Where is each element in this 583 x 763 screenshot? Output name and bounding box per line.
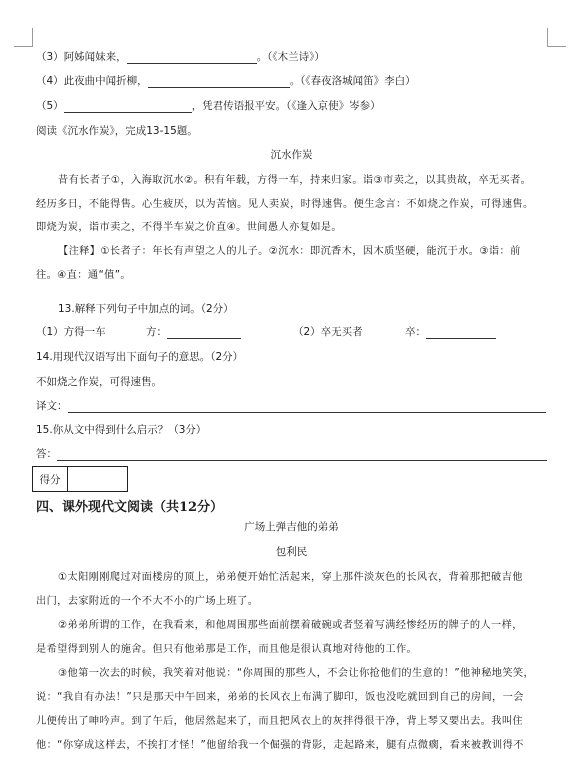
passage-notes-2: 往。④直：通“值”。 bbox=[36, 270, 132, 281]
q13-b-sentence: （2）卒无买者 bbox=[293, 326, 363, 338]
q15-stem: 15.你从文中得到什么启示？（3分） bbox=[36, 424, 207, 436]
q14-answer-label: 译文： bbox=[36, 400, 68, 412]
score-cell[interactable] bbox=[68, 467, 127, 491]
q15-answer-blank[interactable] bbox=[57, 449, 547, 461]
story-p3-line-2: 说：“我自有办法！”只是那天中午回来，弟弟的长风衣上布满了脚印，饭也没吃就回到自己的房间，一会 bbox=[36, 692, 524, 703]
passage-notes-1: 【注释】①长者子：年长有声望之人的儿子。②沉水：即沉香木，因木质坚硬，能沉于水。③诣：前 bbox=[58, 246, 521, 257]
q13-b-word: 卒： bbox=[405, 326, 426, 338]
passage-line-3: 即烧为炭，诣市卖之，不得半车炭之价直④。世间愚人亦复如是。 bbox=[36, 222, 342, 233]
passage-title: 沉水作炭 bbox=[270, 149, 313, 161]
q14-answer-blank[interactable] bbox=[68, 401, 546, 413]
q4-text: 此夜曲中闻折柳， bbox=[63, 75, 148, 87]
q15-answer-label: 答： bbox=[36, 448, 57, 460]
q13-a-sentence: （1）方得一车 bbox=[36, 326, 106, 338]
q13-a-word: 方： bbox=[146, 326, 167, 338]
story-p1-line-2: 出门，去家附近的一个不大不小的广场上班了。 bbox=[36, 596, 259, 607]
q3-text: 阿姊闻妹来， bbox=[63, 51, 127, 63]
q15-answer bbox=[36, 447, 547, 461]
q13-a bbox=[146, 325, 241, 339]
fill-in-q5 bbox=[36, 99, 381, 113]
fill-in-q3 bbox=[36, 50, 325, 64]
score-box bbox=[32, 466, 128, 492]
q14-sentence: 不如烧之作炭，可得速售。 bbox=[36, 376, 162, 388]
q5-blank[interactable] bbox=[64, 101, 192, 113]
q13-a-blank[interactable] bbox=[167, 327, 241, 339]
story-p3-line-3: 儿便传出了呻吟声。到了午后，他居然起来了，而且把风衣上的灰拌得很干净，背上琴又要出去。我叫住 bbox=[36, 716, 524, 727]
story-p3-line-4: 他：“你穿成这样去，不挨打才怪！”他留给我一个倔强的背影，走起路来，腿有点微瘸，看来被教训得不 bbox=[36, 740, 524, 751]
crop-mark-top-right bbox=[547, 28, 566, 47]
q3-source: 。（《木兰诗》） bbox=[256, 51, 325, 63]
q13-b-blank[interactable] bbox=[426, 327, 496, 339]
story-p1-line-1: ①太阳刚刚爬过对面楼房的顶上，弟弟便开始忙活起来，穿上那件淡灰色的长风衣，背着那把破吉他 bbox=[58, 572, 523, 583]
story-p2-line-1: ②弟弟所谓的工作，在我看来，和他周围那些面前摆着破碗或者竖着写满经惨经历的牌子的人一样， bbox=[58, 620, 523, 631]
fill-in-q4 bbox=[36, 74, 416, 88]
score-label: 得分 bbox=[33, 467, 68, 491]
section-heading: 四、课外现代文阅读（共12分） bbox=[36, 500, 224, 515]
q4-source: 。（《春夜洛城闻笛》李白） bbox=[289, 75, 416, 87]
q3-blank[interactable] bbox=[127, 52, 257, 64]
q14-stem: 14.用现代汉语写出下面句子的意思。（2分） bbox=[36, 351, 244, 363]
q4-blank[interactable] bbox=[148, 76, 290, 88]
reading-intro: 阅读《沉水作炭》，完成13-15题。 bbox=[36, 125, 198, 137]
q14-answer bbox=[36, 399, 546, 413]
q4-number: （4） bbox=[36, 75, 64, 87]
passage-line-2: 经历多日，不能得售。心生疲厌，以为苦恼。见人卖炭，时得速售。便生念言：不如烧之作炭，可得速售。 bbox=[36, 199, 534, 210]
crop-mark-top-left bbox=[14, 28, 33, 47]
q5-text: ，凭君传语报平安。（《逢入京使》岑参） bbox=[191, 100, 381, 112]
story-p2-line-2: 是希望得到别人的施舍。但只有他弟那是工作，而且他是很认真地对待他的工作。 bbox=[36, 644, 418, 655]
story-title: 广场上弹吉他的弟弟 bbox=[244, 521, 339, 533]
q13-stem: 13.解释下列句子中加点的词。（2分） bbox=[58, 303, 234, 315]
story-author: 包利民 bbox=[275, 546, 308, 558]
q5-number: （5） bbox=[36, 100, 64, 112]
q3-number: （3） bbox=[36, 51, 64, 63]
q13-b bbox=[405, 325, 496, 339]
passage-line-1: 昔有长者子①，入海取沉水②。积有年载，方得一车，持来归家。诣③市卖之，以其贵故，卒无买者。 bbox=[58, 175, 532, 186]
story-p3-line-1: ③他第一次去的时候，我笑着对他说：“你周围的那些人，不会让你抢他们的生意的！”他神秘地笑笑， bbox=[58, 668, 535, 679]
